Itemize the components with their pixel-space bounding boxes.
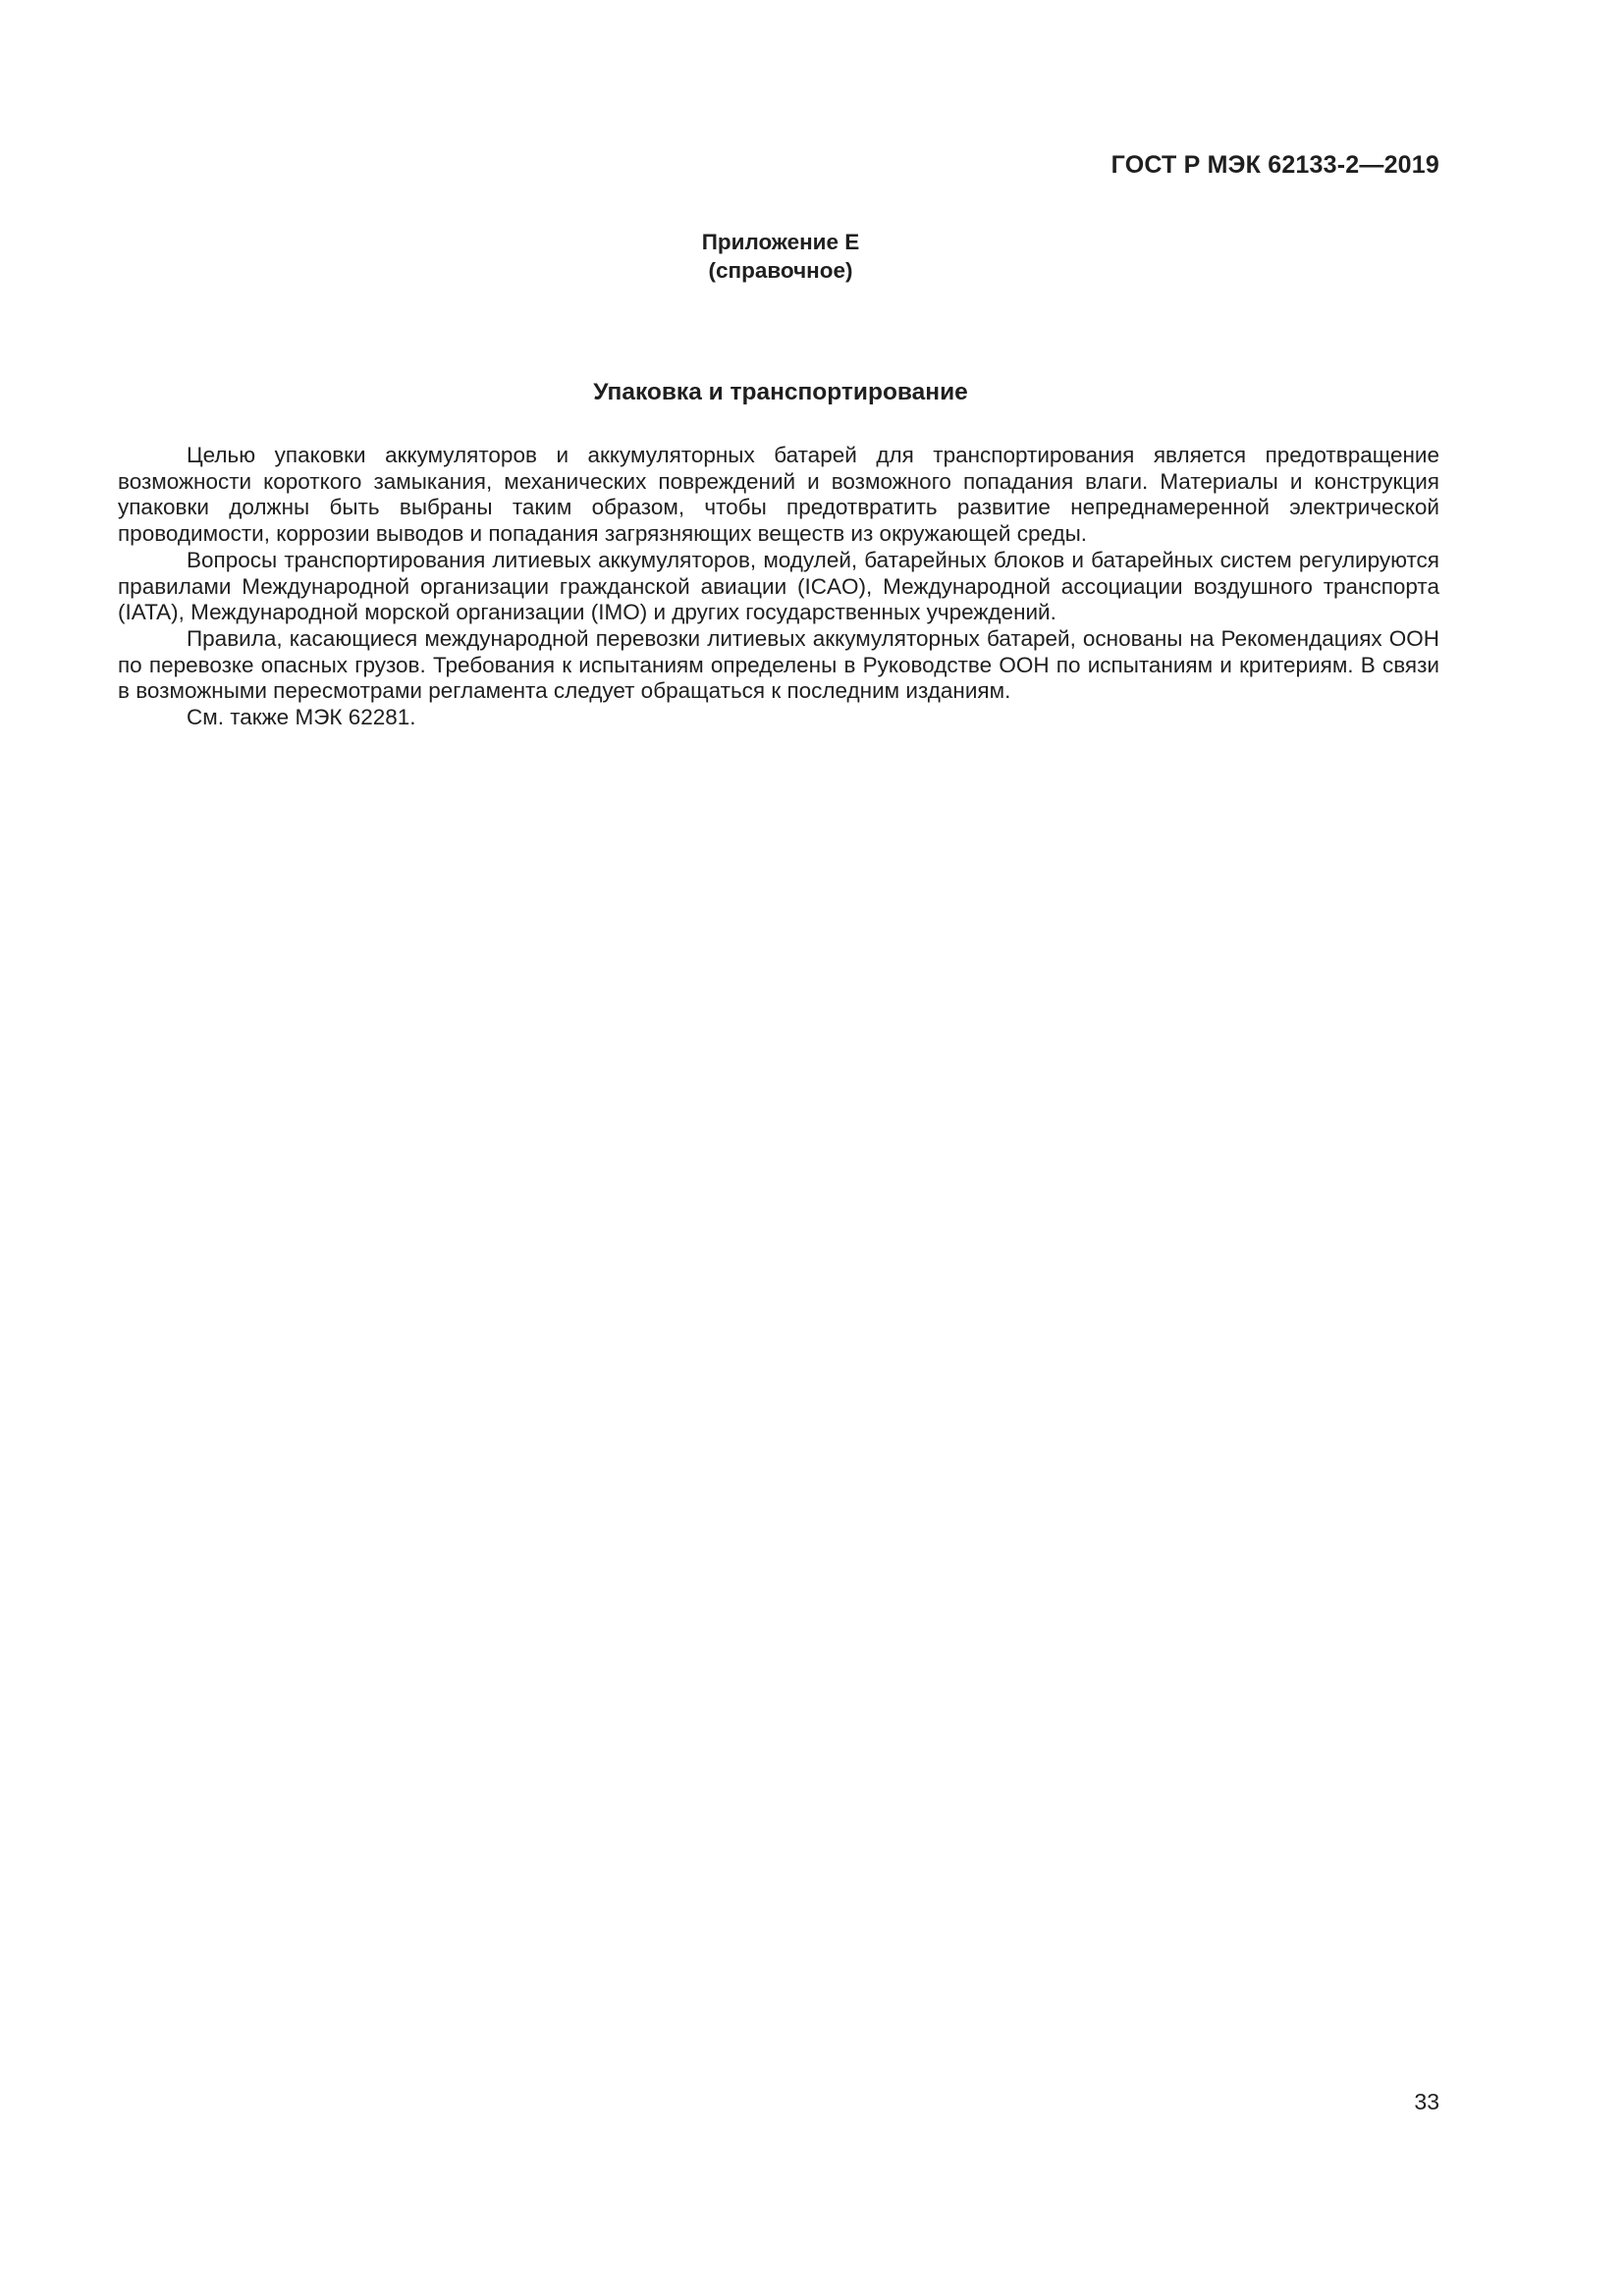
- page-number: 33: [1414, 2089, 1439, 2114]
- body-text: [118, 443, 1439, 731]
- paragraph-transport-regulation: Вопросы транспортирования литиевых аккумуляторов, модулей, батарейных блоков и батарейных систем регулируются правилами Международной организации гражданской авиации (ICAO), Международной ассоциации воздушного транспорта (IATA), Международной морской организации (IMO) и других государственных учреждений.: [118, 547, 1439, 625]
- section-title: Упаковка и транспортирование: [593, 379, 968, 405]
- annex-status: (справочное): [708, 258, 853, 283]
- annex-heading: [0, 228, 1561, 285]
- document-code: ГОСТ Р МЭК 62133-2—2019: [1110, 151, 1439, 179]
- paragraph-packaging-purpose: Целью упаковки аккумуляторов и аккумуляторных батарей для транспортирования является предотвращение возможности короткого замыкания, механических повреждений и возможного попадания влаги. Материалы и конструкция упаковки должны быть выбраны таким образом, чтобы предотвратить развитие непреднамеренной электрической проводимости, коррозии выводов и попадания загрязняющих веществ из окружающей среды.: [118, 443, 1439, 547]
- paragraph-see-also: См. также МЭК 62281.: [187, 705, 416, 730]
- annex-title: Приложение E: [701, 230, 860, 254]
- paragraph-international-rules: Правила, касающиеся международной перевозки литиевых аккумуляторных батарей, основаны на Рекомендациях ООН по перевозке опасных грузов. Требования к испытаниям определены в Руководстве ООН по испытаниям и критериям. В связи в возможными пересмотрами регламента следует обращаться к последним изданиям.: [118, 625, 1439, 704]
